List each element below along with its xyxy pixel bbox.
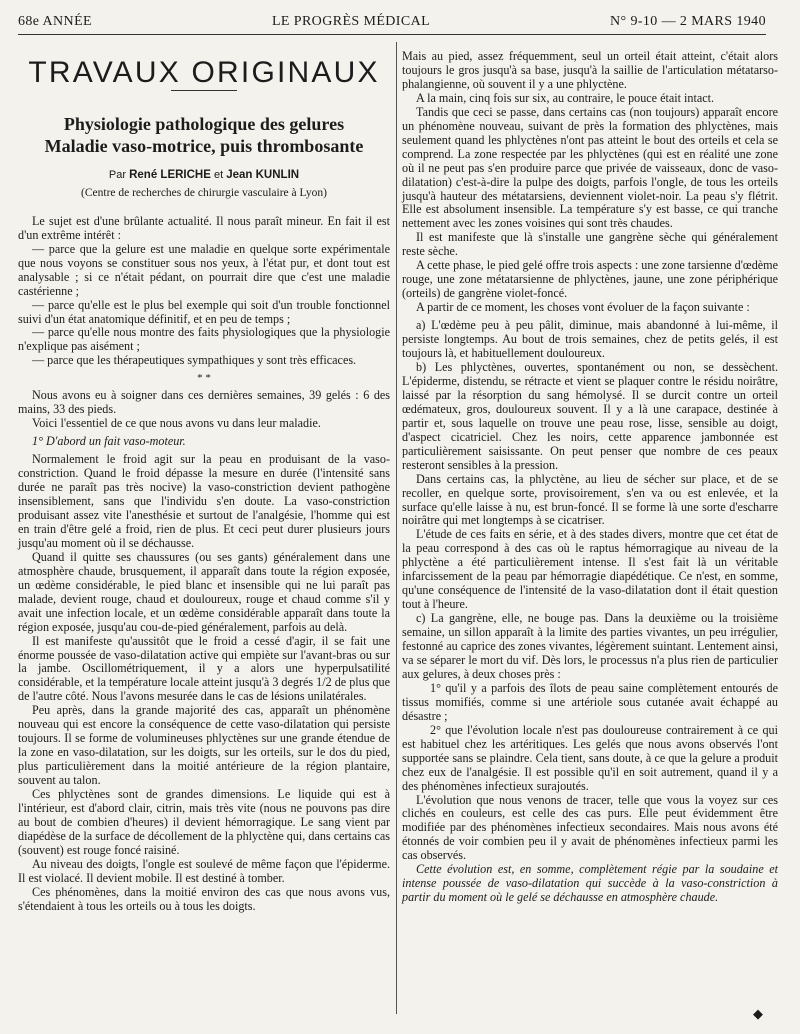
list-item: 2° que l'évolution locale n'est pas douloureuse contrairement à ce qui est habituel chez les artéritiques. Les gelés que nous avons observés l'ont supportée sans se plaindre. Cela tient, sans doute, à ce que la gelure a produit chez eux de l'analgésie. Il est possible qu'il en soit autrement, quand il y a des phénomènes infectieux surajoutés.	[402, 722, 778, 793]
by-word: Par	[108, 168, 127, 181]
paragraph: Il est manifeste qu'aussitôt que le froid a cessé d'agir, il se fait une énorme poussée de vaso-dilatation active qui empiète sur l'avant-bras ou sur la jambe. Oscillométriquement, il y a alors une hyperpulsatilité considérable, et la température locale atteint jusqu'à 3 degrés 1/2 de plus que de l'autre côté. Nous l'avons mesurée dans le cas de lésions unilatérales.	[18, 633, 391, 704]
paragraph: Ces phlyctènes sont de grandes dimensions. Le liquide qui est à l'intérieur, est d'abord clair, citrin, mais très vite (nous ne pouvons pas dire au bout de combien d'heures) il devient hémorragique. Le sang vient par diapédèse de la surface de décollement de la phlyctène qui, dans certains cas (souvent) est rouge foncé raisiné.	[18, 787, 390, 857]
paragraph: L'étude de ces faits en série, et à des stades divers, montre que cet état de la peau correspond à des cas où le raptus hémorragique au niveau de la phlyctène a été particulièrement intense. Il s'est fait là un véritable infarcissement de la peau par hémorragie diapédétique. Ce n'est, en somme, qu'une conséquence de l'intensité de la vaso-dilatation dont il était question tout à l'heure.	[402, 527, 778, 612]
paragraph: a) L'œdème peu à peu pâlit, diminue, mais abandonné à lui-même, il persiste longtemps. Au bout de trois semaines, chez de petits gelés, il est toujours là, et habituellement douloureux.	[402, 318, 778, 361]
paragraph: A partir de ce moment, les choses vont évoluer de la façon suivante :	[416, 300, 750, 315]
paragraph: A cette phase, le pied gelé offre trois aspects : une zone tarsienne d'œdème rouge, une zone métatarsienne de phlyctènes, jaune, une zone périphérique (orteils) de gangrène violet-foncé.	[402, 258, 778, 301]
paragraph: c) La gangrène, elle, ne bouge pas. Dans la deuxième ou la troisième semaine, un sillon apparaît à la limite des parties vivantes, un peu irrégulier, festonné au caprice des zones vivantes, légèrement suintant. Lentement ainsi, va se séparer le mort du vif. Dès lors, le processus n'a plus rien de particulier aux gelures, à deux choses près :	[402, 611, 778, 681]
end-mark: ◆	[753, 1006, 763, 1021]
paragraph: Au niveau des doigts, l'ongle est soulevé de même façon que l'épiderme. Il est violacé. Il devient mobile. Il est destiné à tomber.	[18, 856, 390, 885]
right-column	[402, 50, 778, 905]
rubric-rule	[171, 90, 237, 91]
paragraph: Dans certains cas, la phlyctène, au lieu de sécher sur place, et de se recoller, en quelque sorte, provisoirement, s'en va ou est enlevée, et la surface qu'elle laisse à nu, est brun-foncé. Il se forme là une sorte d'escharre noirâtre qui met longtemps à se cicatriser.	[402, 471, 778, 528]
list-item: 1° qu'il y a parfois des îlots de peau saine complètement entourés de tissus momifiés, comme si une artériole sous cutanée avait échappé au désastre ;	[402, 680, 778, 723]
affiliation: (Centre de recherches de chirurgie vasculaire à Lyon)	[81, 186, 327, 199]
article-title-line1: Physiologie pathologique des gelures	[63, 113, 345, 134]
left-column	[18, 56, 391, 914]
rubric-title: TRAVAUX ORIGINAUX	[28, 56, 380, 89]
paragraph: — parce qu'elle est le plus bel exemple qui soit d'un trouble fonctionnel suivi d'un état anatomique définitif, et en peu de temps ;	[18, 297, 390, 326]
author-2: Jean KUNLIN	[226, 168, 300, 181]
column-divider	[396, 42, 397, 1014]
paragraph: — parce que les thérapeutiques sympathiques y sont très efficaces.	[32, 353, 357, 368]
paragraph: Nous avons eu à soigner dans ces dernières semaines, 39 gelés : 6 des mains, 33 des pieds.	[18, 388, 390, 417]
header-rule	[18, 34, 766, 35]
paragraph: Ces phénomènes, dans la moitié environ des cas que nous avons vus, s'étendaient à tous les orteils ou à tous les doigts.	[18, 884, 390, 913]
paragraph: b) Les phlyctènes, ouvertes, spontanément ou non, se dessèchent. L'épiderme, distendu, se rétracte et vient se plaquer contre le résidu noirâtre, laissé par la résorption du sang hémolysé. Il se durcit contre un orteil œdémateux, gros, douloureux souvent. Il y a là une carapace, destinée à partir et, sous laquelle on trouve une peau rose, lisse, sensible au doigt, d'aspect cicatriciel. Chez les noirs, cette apparence jambonnée est particulièrement saisissante. On peut penser que nombre de ces peaux resteront sensibles à la pression.	[402, 359, 778, 472]
article-authors	[18, 169, 390, 183]
paragraph: Normalement le froid agit sur la peau en produisant de la vaso-constriction. Quand le froid dépasse la mesure en durée (l'intensité sans durée ne paraît pas très nocive) la vaso-constriction devient pathogène insensiblement, sans que l'individu s'en doute. La vaso-constriction produisant assez vite l'anesthésie et surtout de l'analgésie, l'homme qui est en train d'être gelé a froid, rien de plus. Et ceci peut durer plusieurs jours jusqu'au moment où il se déchausse.	[18, 452, 390, 550]
paragraph: Quand il quitte ses chaussures (ou ses gants) généralement dans une atmosphère chaude, brusquement, il apparaît dans toute la région exposée, un œdème considérable, le pied blanc et insensible qui ne lui paraît pas malade, devient rouge, chaud et douloureux, rouge et chaud comme s'il y avait une infection locale, et un œdème considérable apparaît dans toute la région exposée, jusqu'au cou-de-pied généralement, parfois au delà.	[18, 549, 390, 634]
paragraph: Le sujet est d'une brûlante actualité. Il nous paraît mineur. En fait il est d'un extrême intérêt :	[18, 213, 390, 242]
paragraph: Il est manifeste que là s'installe une gangrène sèche qui généralement reste sèche.	[402, 230, 778, 259]
paragraph: Voici l'essentiel de ce que nous avons vu dans leur maladie.	[32, 416, 321, 431]
issue-date: N° 9-10 — 2 MARS 1940	[610, 14, 766, 29]
author-1: René LERICHE	[129, 168, 211, 181]
journal-name: LE PROGRÈS MÉDICAL	[271, 14, 431, 29]
paragraph: — parce qu'elle nous montre des faits physiologiques que la physiologie n'explique pas aisément ;	[18, 325, 390, 354]
paragraph: — parce que la gelure est une maladie en quelque sorte expérimentale que nous voyons se constituer sous nos yeux, à l'état pur, et dont tout est analysable ; si ce n'était pédant, on pourrait dire que c'est une maladie castérienne ;	[18, 241, 390, 298]
journal-year: 68e ANNÉE	[18, 14, 92, 29]
article-title-line2: Maladie vaso-motrice, puis thrombosante	[44, 135, 364, 156]
and-word: et	[213, 168, 224, 181]
paragraph: A la main, cinq fois sur six, au contraire, le pouce était intact.	[416, 90, 715, 105]
section-stars: * *	[197, 372, 211, 385]
page-header	[18, 14, 766, 36]
section-heading: 1° D'abord un fait vaso-moteur.	[32, 434, 186, 449]
paragraph: L'évolution que nous venons de tracer, telle que vous la voyez sur ces clichés en couleurs, est celle des cas purs. Elle peut évidemment être modifiée par des phénomènes infectieux secondaires. Mais nous avons été étonnés de voir combien peu il y avait de phénomènes infectieux parmi les cas observés.	[402, 792, 778, 863]
paragraph: Tandis que ceci se passe, dans certains cas (non toujours) apparaît encore un phénomène nouveau, suivant de près la formation des phlyctènes, mais seulement quand les phlyctènes n'ont pas atteint le bout des orteils et cela se comprend. La zone respectée par les phlyctènes (qui est en réalité une zone où il ne peut pas s'en produire parce que privée de vaisseaux, donc de vaso-dilatation) c'est-à-dire la pulpe des doigts, parfois l'ongle, de tous les orteils jusqu'à hauteur des métatarsiens, deviennent violet-noir. La peau s'y flétrit. Elle est absolument insensible. La température s'y est basse, ce qui tranche nettement avec les zones voisines qui sont très chaudes.	[402, 104, 778, 231]
paragraph: Cette évolution est, en somme, complètement régie par la soudaine et intense poussée de vaso-dilatation qui succède à la vaso-constriction à partir du moment où le gelé se déchausse en atmosphère chaude.	[402, 862, 778, 905]
paragraph: Peu après, dans la grande majorité des cas, apparaît un phénomène nouveau qui est encore la conséquence de cette vaso-dilatation qui persiste toujours. Il se forme de volumineuses phlyctènes sur une grande étendue de la zone en vaso-dilatation, sur les doigts, sur les orteils, sur le dos du pied, plus particulièrement dans la moitié antérieure de la région plantaire, souvent au talon.	[18, 703, 390, 788]
paragraph: Mais au pied, assez fréquemment, seul un orteil était atteint, c'était alors toujours le gros jusqu'à sa base, jusqu'à la saillie de l'articulation métatarso-phalangienne, où souvent il y a une phlyctène.	[402, 49, 778, 91]
